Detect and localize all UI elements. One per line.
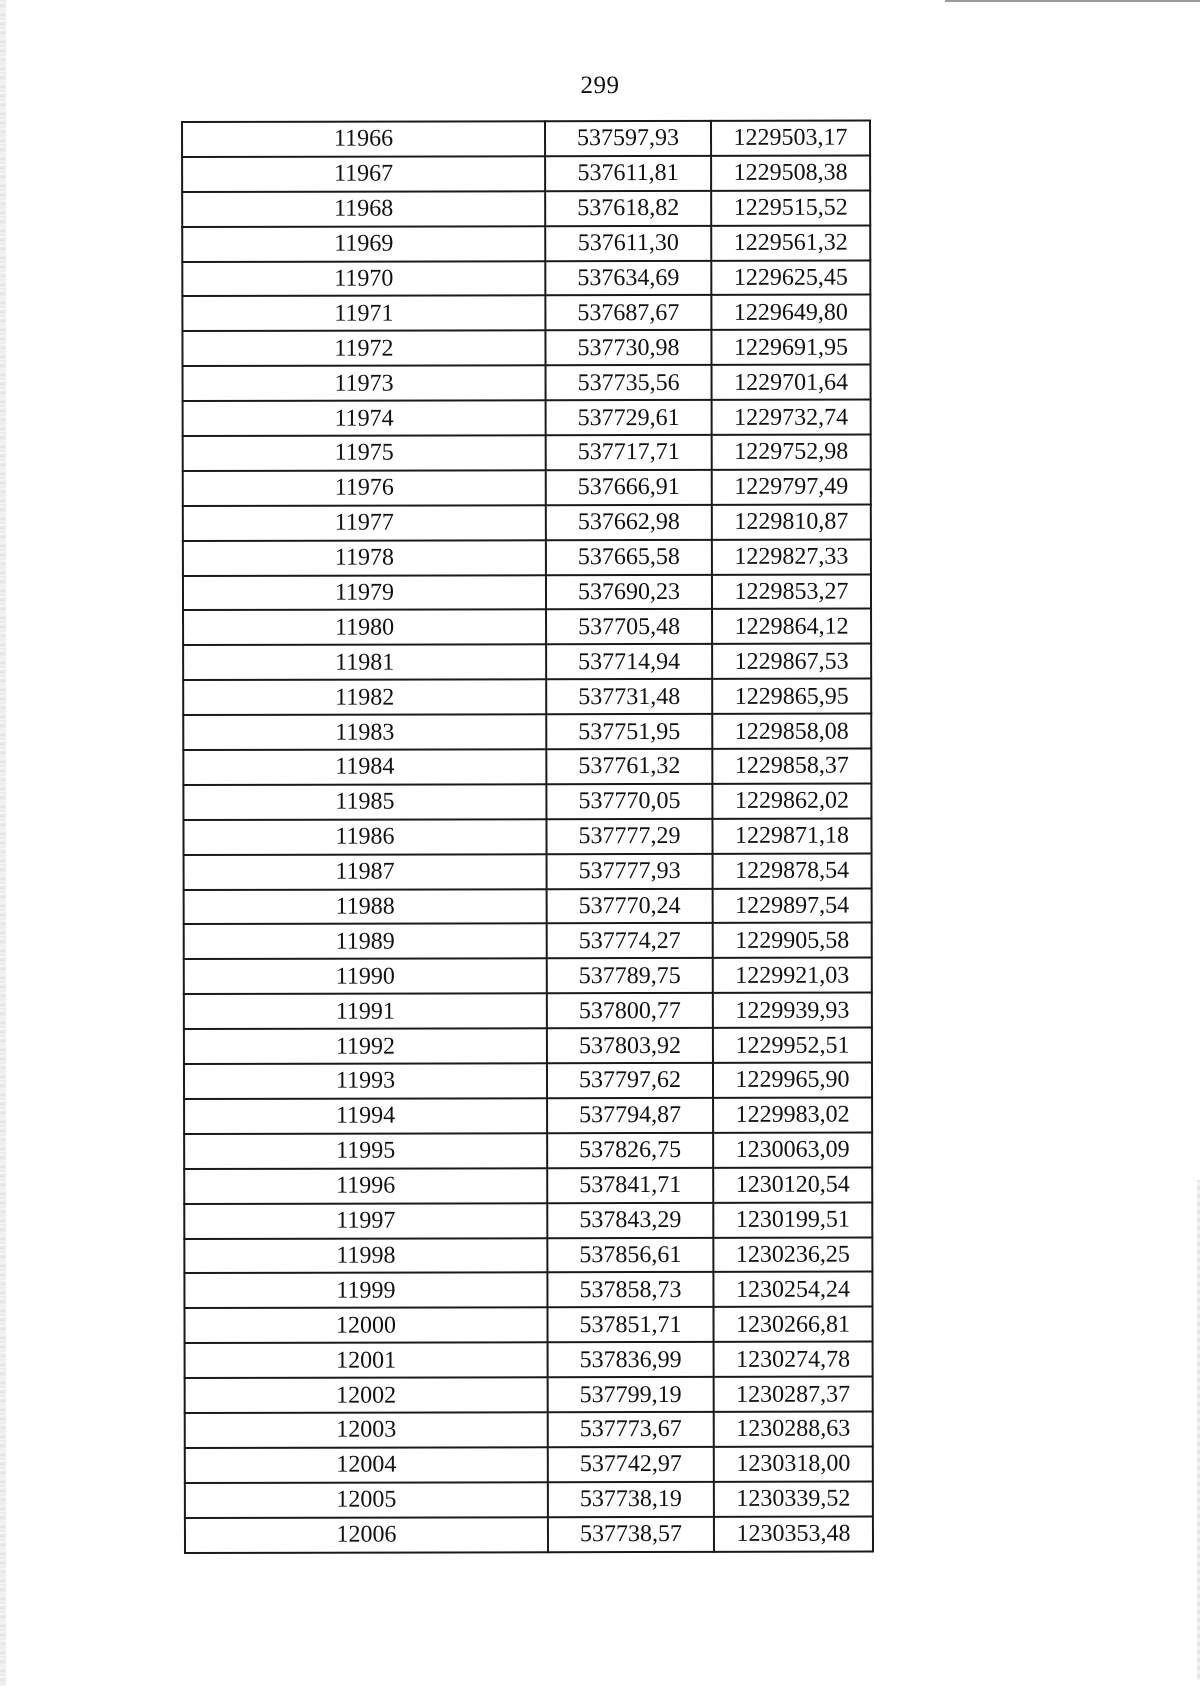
x-coordinate-cell: 537794,87 — [547, 1098, 713, 1133]
table-row — [185, 1377, 873, 1413]
y-coordinate-cell: 1230287,37 — [714, 1377, 873, 1412]
y-coordinate-cell: 1229965,90 — [713, 1063, 872, 1098]
x-coordinate-cell: 537731,48 — [546, 679, 712, 714]
y-coordinate-cell: 1229827,33 — [712, 539, 871, 574]
x-coordinate-cell: 537803,92 — [547, 1028, 713, 1063]
table-row — [184, 888, 872, 924]
table-row — [184, 923, 872, 959]
x-coordinate-cell: 537797,62 — [547, 1063, 713, 1098]
x-coordinate-cell: 537735,56 — [546, 365, 712, 400]
x-coordinate-cell: 537800,77 — [547, 993, 713, 1028]
y-coordinate-cell: 1229625,45 — [711, 260, 870, 295]
x-coordinate-cell: 537618,82 — [545, 191, 711, 226]
point-number-cell: 11968 — [182, 191, 545, 227]
x-coordinate-cell: 537687,67 — [545, 295, 711, 330]
y-coordinate-cell: 1229701,64 — [712, 365, 871, 400]
y-coordinate-cell: 1229503,17 — [711, 121, 870, 156]
y-coordinate-cell: 1229864,12 — [712, 609, 871, 644]
point-number-cell: 12005 — [185, 1482, 548, 1518]
table-row — [183, 783, 871, 819]
table-row — [184, 1202, 872, 1238]
y-coordinate-cell: 1229865,95 — [712, 679, 871, 714]
table-row — [182, 121, 870, 157]
x-coordinate-cell: 537690,23 — [546, 574, 712, 609]
point-number-cell: 11977 — [183, 505, 546, 541]
x-coordinate-cell: 537770,05 — [546, 784, 712, 819]
point-number-cell: 11997 — [184, 1203, 547, 1239]
table-row — [185, 1412, 873, 1448]
y-coordinate-cell: 1229952,51 — [713, 1028, 872, 1063]
table-row — [183, 574, 871, 610]
x-coordinate-cell: 537858,73 — [547, 1272, 713, 1307]
y-coordinate-cell: 1229561,32 — [711, 225, 870, 260]
table-row — [184, 1097, 872, 1133]
point-number-cell: 11969 — [182, 226, 545, 262]
table-row — [183, 435, 871, 471]
table-row — [182, 155, 870, 191]
table-row — [185, 1446, 873, 1482]
table-row — [185, 1516, 873, 1552]
scan-edge-left — [0, 0, 6, 1686]
point-number-cell: 11991 — [184, 994, 547, 1030]
point-number-cell: 11982 — [183, 679, 546, 715]
x-coordinate-cell: 537611,81 — [545, 156, 711, 191]
point-number-cell: 11983 — [183, 714, 546, 750]
y-coordinate-cell: 1229897,54 — [713, 888, 872, 923]
y-coordinate-cell: 1229853,27 — [712, 574, 871, 609]
x-coordinate-cell: 537774,27 — [547, 923, 713, 958]
table-row — [182, 190, 870, 226]
table-row — [182, 295, 870, 331]
table-row — [182, 330, 870, 366]
x-coordinate-cell: 537826,75 — [547, 1133, 713, 1168]
table-row — [183, 749, 871, 785]
point-number-cell: 11995 — [184, 1133, 547, 1169]
y-coordinate-cell: 1229862,02 — [712, 783, 871, 818]
table-row — [183, 644, 871, 680]
point-number-cell: 11967 — [182, 156, 545, 192]
table-row — [185, 1481, 873, 1517]
y-coordinate-cell: 1230063,09 — [713, 1132, 872, 1167]
x-coordinate-cell: 537856,61 — [547, 1237, 713, 1272]
page-number: 299 — [580, 72, 620, 99]
table-row — [183, 469, 871, 505]
x-coordinate-cell: 537717,71 — [546, 435, 712, 470]
table-row — [183, 365, 871, 401]
point-number-cell: 11971 — [182, 296, 545, 332]
table-row — [184, 1307, 872, 1343]
point-number-cell: 12001 — [185, 1342, 548, 1378]
x-coordinate-cell: 537789,75 — [547, 958, 713, 993]
y-coordinate-cell: 1229508,38 — [711, 155, 870, 190]
x-coordinate-cell: 537773,67 — [548, 1412, 714, 1447]
point-number-cell: 11976 — [183, 470, 546, 506]
table-row — [183, 714, 871, 750]
x-coordinate-cell: 537742,97 — [548, 1447, 714, 1482]
y-coordinate-cell: 1229858,37 — [712, 749, 871, 784]
x-coordinate-cell: 537836,99 — [548, 1342, 714, 1377]
point-number-cell: 11990 — [184, 959, 547, 995]
y-coordinate-cell: 1229939,93 — [713, 993, 872, 1028]
x-coordinate-cell: 537665,58 — [546, 540, 712, 575]
y-coordinate-cell: 1229867,53 — [712, 644, 871, 679]
x-coordinate-cell: 537666,91 — [546, 470, 712, 505]
y-coordinate-cell: 1229983,02 — [713, 1097, 872, 1132]
x-coordinate-cell: 537611,30 — [545, 226, 711, 261]
y-coordinate-cell: 1230236,25 — [713, 1237, 872, 1272]
y-coordinate-cell: 1230199,51 — [713, 1202, 872, 1237]
y-coordinate-cell: 1230120,54 — [713, 1167, 872, 1202]
y-coordinate-cell: 1229905,58 — [713, 923, 872, 958]
point-number-cell: 11972 — [182, 331, 545, 367]
x-coordinate-cell: 537841,71 — [547, 1168, 713, 1203]
y-coordinate-cell: 1229871,18 — [712, 818, 871, 853]
point-number-cell: 11984 — [183, 749, 546, 785]
table-row — [185, 1342, 873, 1378]
coordinates-table — [181, 120, 874, 1554]
point-number-cell: 11999 — [184, 1273, 547, 1309]
scan-top-line — [945, 0, 1200, 2]
x-coordinate-cell: 537705,48 — [546, 609, 712, 644]
table-row — [184, 1237, 872, 1273]
x-coordinate-cell: 537729,61 — [546, 400, 712, 435]
point-number-cell: 11978 — [183, 540, 546, 576]
x-coordinate-cell: 537634,69 — [545, 260, 711, 295]
x-coordinate-cell: 537761,32 — [546, 749, 712, 784]
point-number-cell: 11998 — [184, 1238, 547, 1274]
table-row — [184, 853, 872, 889]
point-number-cell: 11980 — [183, 610, 546, 646]
point-number-cell: 11985 — [183, 784, 546, 820]
y-coordinate-cell: 1230288,63 — [714, 1412, 873, 1447]
x-coordinate-cell: 537770,24 — [547, 888, 713, 923]
table-row — [183, 504, 871, 540]
y-coordinate-cell: 1229858,08 — [712, 714, 871, 749]
point-number-cell: 12004 — [185, 1447, 548, 1483]
point-number-cell: 11994 — [184, 1098, 547, 1134]
point-number-cell: 11993 — [184, 1063, 547, 1099]
point-number-cell: 11996 — [184, 1168, 547, 1204]
x-coordinate-cell: 537730,98 — [545, 330, 711, 365]
table-row — [184, 1063, 872, 1099]
point-number-cell: 11986 — [183, 819, 546, 855]
point-number-cell: 11979 — [183, 575, 546, 611]
point-number-cell: 12006 — [185, 1517, 548, 1553]
table-row — [183, 609, 871, 645]
table-row — [184, 1272, 872, 1308]
point-number-cell: 11981 — [183, 645, 546, 681]
table-row — [184, 958, 872, 994]
x-coordinate-cell: 537843,29 — [547, 1202, 713, 1237]
y-coordinate-cell: 1229878,54 — [713, 853, 872, 888]
point-number-cell: 11975 — [183, 435, 546, 471]
x-coordinate-cell: 537738,57 — [548, 1517, 714, 1552]
table-row — [182, 225, 870, 261]
y-coordinate-cell: 1230266,81 — [713, 1307, 872, 1342]
y-coordinate-cell: 1229732,74 — [712, 400, 871, 435]
point-number-cell: 11973 — [183, 365, 546, 401]
point-number-cell: 11989 — [184, 924, 547, 960]
table-row — [184, 1167, 872, 1203]
y-coordinate-cell: 1230274,78 — [714, 1342, 873, 1377]
point-number-cell: 11970 — [182, 261, 545, 297]
x-coordinate-cell: 537799,19 — [548, 1377, 714, 1412]
x-coordinate-cell: 537751,95 — [546, 714, 712, 749]
coordinates-table-body — [182, 121, 873, 1553]
y-coordinate-cell: 1229921,03 — [713, 958, 872, 993]
point-number-cell: 11992 — [184, 1028, 547, 1064]
table-row — [182, 260, 870, 296]
x-coordinate-cell: 537597,93 — [545, 121, 711, 156]
x-coordinate-cell: 537738,19 — [548, 1482, 714, 1517]
x-coordinate-cell: 537662,98 — [546, 505, 712, 540]
table-row — [184, 1028, 872, 1064]
table-row — [183, 400, 871, 436]
y-coordinate-cell: 1230318,00 — [714, 1446, 873, 1481]
y-coordinate-cell: 1229797,49 — [712, 469, 871, 504]
table-row — [183, 539, 871, 575]
table-row — [184, 993, 872, 1029]
y-coordinate-cell: 1230339,52 — [714, 1481, 873, 1516]
point-number-cell: 12003 — [185, 1412, 548, 1448]
table-row — [183, 679, 871, 715]
point-number-cell: 11987 — [184, 854, 547, 890]
table-row — [183, 818, 871, 854]
x-coordinate-cell: 537714,94 — [546, 644, 712, 679]
point-number-cell: 11966 — [182, 121, 545, 157]
point-number-cell: 12000 — [184, 1308, 547, 1344]
table-row — [184, 1132, 872, 1168]
y-coordinate-cell: 1229515,52 — [711, 190, 870, 225]
y-coordinate-cell: 1229752,98 — [712, 435, 871, 470]
point-number-cell: 11974 — [183, 400, 546, 436]
point-number-cell: 12002 — [185, 1377, 548, 1413]
point-number-cell: 11988 — [184, 889, 547, 925]
x-coordinate-cell: 537777,93 — [547, 854, 713, 889]
x-coordinate-cell: 537851,71 — [547, 1307, 713, 1342]
x-coordinate-cell: 537777,29 — [546, 819, 712, 854]
y-coordinate-cell: 1229649,80 — [711, 295, 870, 330]
y-coordinate-cell: 1229691,95 — [711, 330, 870, 365]
y-coordinate-cell: 1230353,48 — [714, 1516, 873, 1551]
y-coordinate-cell: 1229810,87 — [712, 504, 871, 539]
y-coordinate-cell: 1230254,24 — [713, 1272, 872, 1307]
